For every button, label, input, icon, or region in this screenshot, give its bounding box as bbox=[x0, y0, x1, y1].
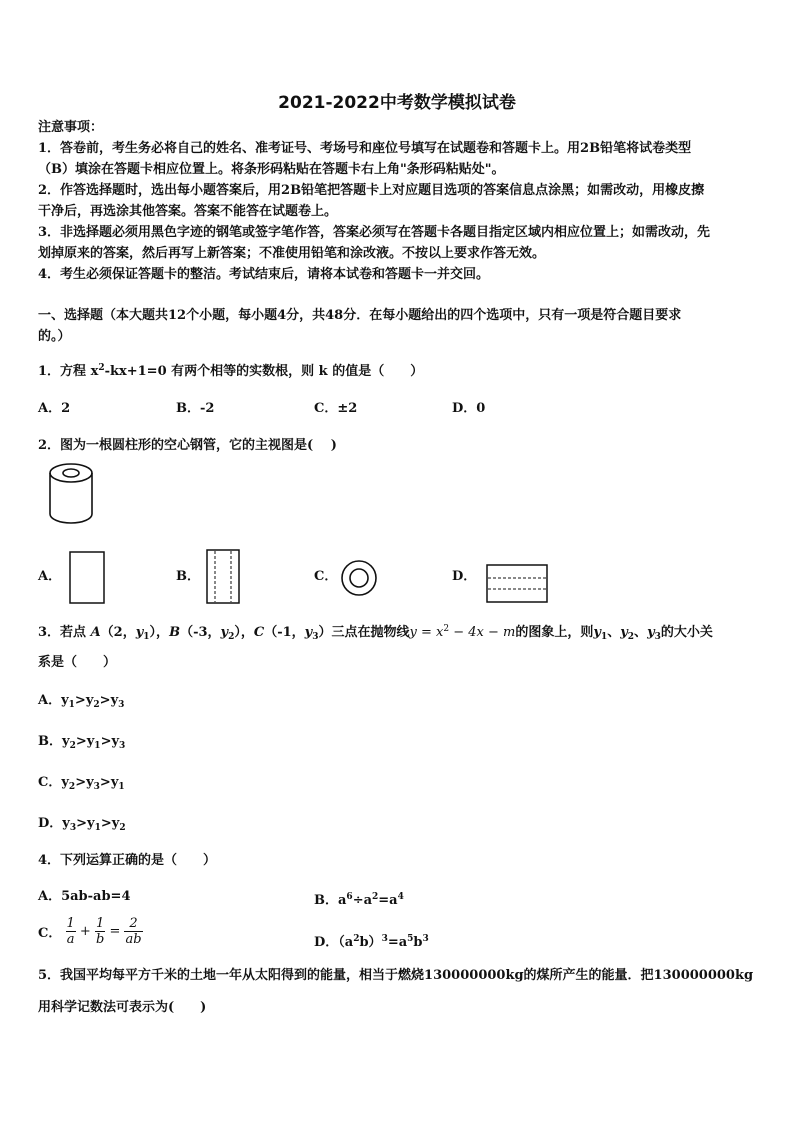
question-3-stem: 3．若点 A（2，$y_1$），B（-3，$y_2$），C（-1，$y_3$）三点在抛物线$y = x^2 - 4x - m$的图象上，则$y_1$、$y_2$、$y_3$的大小关 bbox=[38, 624, 713, 642]
option-d-rectangle-horizontal-dashed-view bbox=[484, 560, 550, 606]
question-5-stem: 5．我国平均每平方千米的土地一年从太阳得到的能量，相当于燃烧130000000kg的煤所产生的能量．把130000000kg bbox=[38, 968, 754, 983]
notice-line: 干净后，再选涂其他答案。答案不能答在试题卷上。 bbox=[38, 204, 338, 219]
question-5-stem-cont: 用科学记数法可表示为( ) bbox=[38, 1000, 207, 1015]
notice-heading: 注意事项： bbox=[38, 120, 104, 135]
notice-line: 划掉原来的答案，然后再写上新答案；不准使用铅笔和涂改液。不按以上要求作答无效。 bbox=[38, 246, 546, 261]
page-title: 2021-2022中考数学模拟试卷 bbox=[278, 93, 516, 113]
notice-line: 4．考生必须保证答题卡的整洁。考试结束后，请将本试卷和答题卡一并交回。 bbox=[38, 267, 490, 282]
q3-option-a: A．$y_1>y_2>y_3$ bbox=[38, 693, 125, 710]
question-4-stem: 4．下列运算正确的是（ ） bbox=[38, 853, 217, 868]
hollow-cylinder-figure bbox=[46, 462, 96, 524]
notice-line: 2．作答选择题时，选出每小题答案后，用2B铅笔把答题卡上对应题目选项的答案信息点涂黑；如需改动，用橡皮擦 bbox=[38, 183, 705, 198]
notice-line: 3．非选择题必须用黑色字迹的钢笔或签字笔作答，答案必须写在答题卡各题目指定区域内相应位置上；如需改动，先 bbox=[38, 225, 711, 240]
section-heading-cont: 的。） bbox=[38, 329, 71, 344]
q3-option-c: C．$y_2>y_3>y_1$ bbox=[38, 775, 125, 792]
question-3-stem-cont: 系是（ ） bbox=[38, 655, 117, 670]
q3-option-b: B．$y_2>y_1>y_3$ bbox=[38, 734, 126, 751]
option-a-rectangle-view bbox=[68, 550, 108, 606]
q4-option-d: D．$(a^2b)^3=a^5b^3$ bbox=[314, 934, 429, 950]
q2-label-b: B． bbox=[176, 569, 200, 584]
q4-option-a: A．5ab-ab=4 bbox=[38, 889, 131, 904]
question-1-stem: 1．方程 $x^2-kx+1=0$ 有两个相等的实数根，则 k 的值是（ ） bbox=[38, 363, 424, 379]
q3-option-d: D．$y_3>y_1>y_2$ bbox=[38, 816, 126, 833]
q4-option-b: B．$a^6\div a^2=a^4$ bbox=[314, 892, 404, 908]
option-c-ring-view bbox=[340, 558, 380, 598]
q2-label-d: D． bbox=[452, 569, 477, 584]
question-2-stem: 2．图为一根圆柱形的空心钢管，它的主视图是( ) bbox=[38, 438, 337, 453]
q1-option-a: A．2 bbox=[38, 401, 71, 416]
q1-option-d: D．0 bbox=[452, 401, 486, 416]
q1-option-b: B．-2 bbox=[176, 401, 215, 416]
q1-option-c: C．±2 bbox=[314, 401, 358, 416]
option-b-rectangle-vertical-dashed-view bbox=[204, 548, 244, 606]
q2-label-c: C． bbox=[314, 569, 338, 584]
notice-line: 1．答卷前，考生务必将自己的姓名、准考证号、考场号和座位号填写在试题卷和答题卡上。用2B铅笔将试卷类型 bbox=[38, 141, 692, 156]
section-heading: 一、选择题（本大题共12个小题，每小题4分，共48分．在每小题给出的四个选项中，只有一项是符合题目要求 bbox=[38, 308, 682, 323]
q4-option-c: C． $\frac{1}{a}$ + $\frac{1}{b}$ = $\frac{2}{ab}$ bbox=[38, 916, 142, 947]
q2-label-a: A． bbox=[38, 569, 62, 584]
notice-line: （B）填涂在答题卡相应位置上。将条形码粘贴在答题卡右上角"条形码粘贴处"。 bbox=[38, 162, 505, 177]
